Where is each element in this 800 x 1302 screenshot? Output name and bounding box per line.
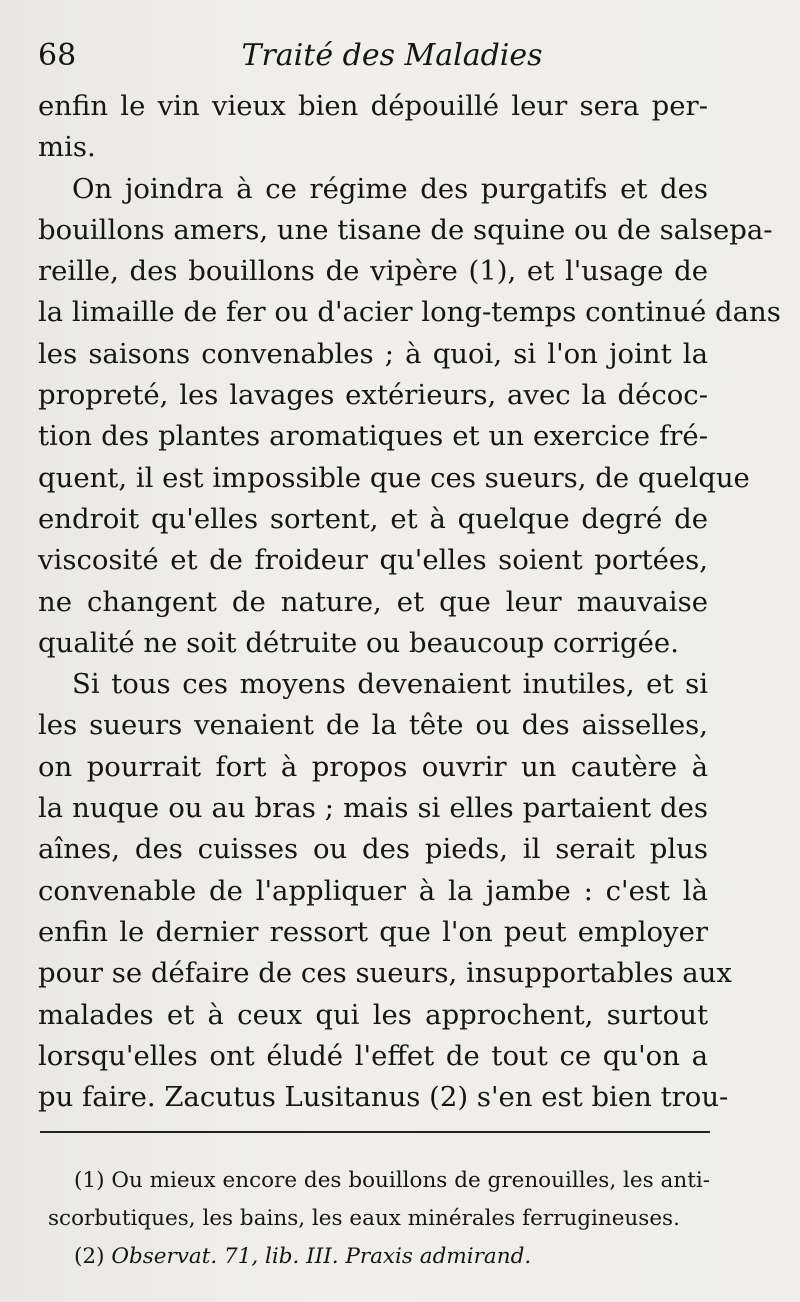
text-line: lorsqu'elles ont éludé l'effet de tout ce qu'on a [38,1039,708,1072]
running-title: Traité des Maladies [241,38,543,73]
footnote-2-marker: (2) [74,1244,105,1269]
footnotes [48,1162,710,1276]
text-line: tion des plantes aromatiques et un exercice fré- [38,420,708,453]
text-line: enfin le vin vieux bien dépouillé leur sera per- [38,90,708,122]
footnote-1-line: (1) Ou mieux encore des bouillons de grenouilles, les anti- [74,1168,710,1193]
text-line: mis. [38,131,96,164]
text-line: la limaille de fer ou d'acier long-temps continué dans [38,296,781,329]
footnote-2 [48,1238,710,1276]
text-line: la nuque ou au bras ; mais si elles partaient des [38,792,708,825]
text-line: endroit qu'elles sortent, et à quelque degré de [38,502,708,535]
text-line: ne changent de nature, et que leur mauvaise [38,585,708,618]
text-line: pu faire. Zacutus Lusitanus (2) s'en est bien trou- [38,1081,729,1114]
text-line: les sueurs venaient de la tête ou des aisselles, [38,709,708,742]
text-line: viscosité et de froideur qu'elles soient portées, [38,544,708,577]
body-text [38,86,781,1118]
text-line: On joindra à ce régime des purgatifs et des [72,172,708,205]
text-line: quent, il est impossible que ces sueurs, de quelque [38,461,750,494]
text-line: bouillons amers, une tisane de squine ou de salsepa- [38,213,773,246]
text-line: Si tous ces moyens devenaient inutiles, et si [72,668,708,701]
text-line: qualité ne soit détruite ou beaucoup corrigée. [38,626,679,659]
footnote-divider [40,1131,710,1133]
text-line: convenable de l'appliquer à la jambe : c'est là [38,874,708,907]
text-line: propreté, les lavages extérieurs, avec la décoc- [38,379,708,412]
text-line: reille, des bouillons de vipère (1), et l'usage de [38,255,708,288]
text-line: aînes, des cuisses ou des pieds, il serait plus [38,833,708,866]
text-line: pour se défaire de ces sueurs, insupportables aux [38,957,732,990]
text-line: malades et à ceux qui les approchent, surtout [38,998,708,1031]
footnote-2-text: Observat. 71, lib. III. Praxis admirand. [111,1244,532,1269]
footnote-1-line: scorbutiques, les bains, les eaux minérales ferrugineuses. [48,1206,680,1231]
page-header [38,34,746,78]
text-line: les saisons convenables ; à quoi, si l'on joint la [38,337,708,370]
page-number: 68 [38,38,77,73]
text-line: enfin le dernier ressort que l'on peut employer [38,915,708,948]
text-line: on pourrait fort à propos ouvrir un cautère à [38,750,708,783]
